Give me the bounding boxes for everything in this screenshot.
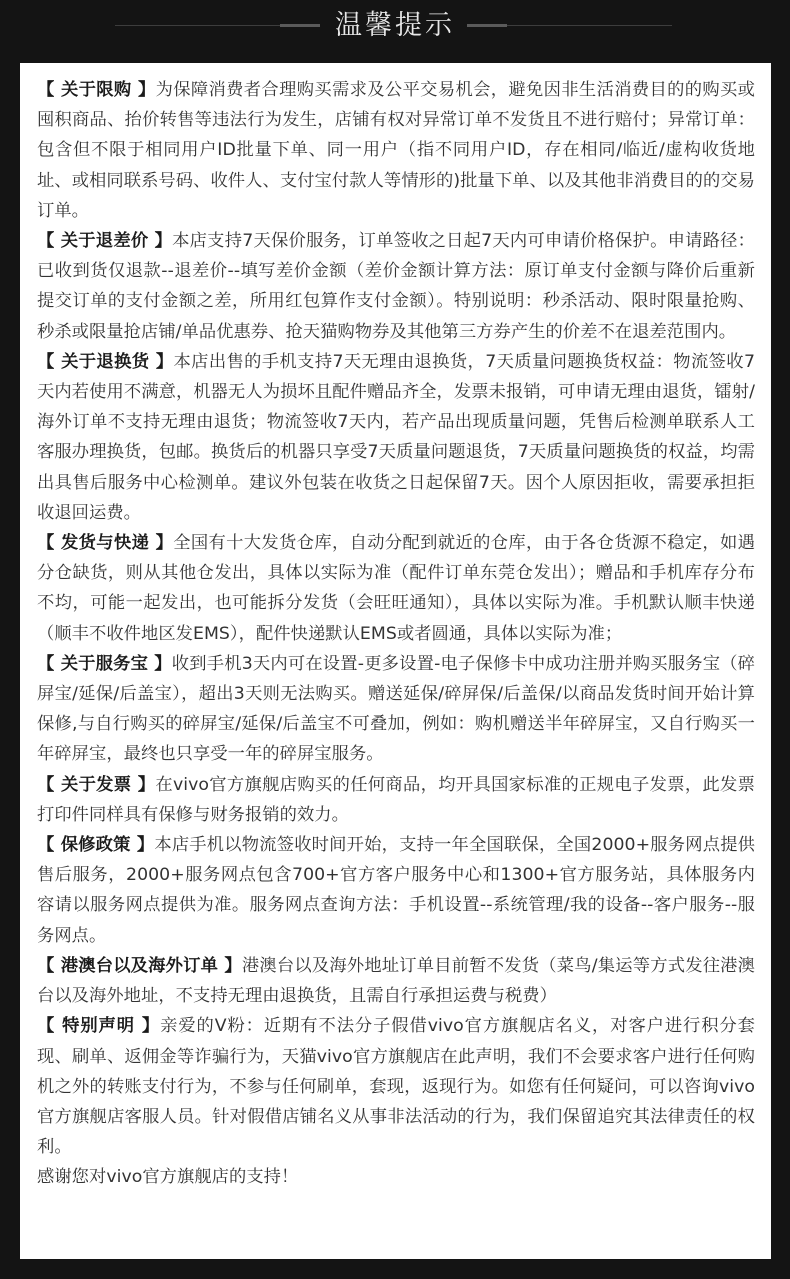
section-label: 【 关于发票 】 — [37, 774, 156, 795]
section-label: 【 关于退换货 】 — [37, 351, 174, 372]
header — [0, 0, 790, 58]
section-invoice — [37, 770, 755, 830]
notice-panel — [20, 63, 771, 1259]
closing-thanks: 感谢您对vivo官方旗舰店的支持！ — [37, 1167, 299, 1188]
section-label: 【 港澳台以及海外订单 】 — [37, 955, 242, 976]
section-label: 【 发货与快递 】 — [37, 533, 174, 554]
section-text: 港澳台以及海外地址订单目前暂不发货（菜鸟/集运等方式发往港澳台以及海外地址，不支持无理由退换货，且需自行承担运费与税费） — [37, 955, 756, 1007]
page-title: 温馨提示 — [335, 10, 455, 41]
section-shipping — [37, 528, 755, 649]
section-label: 【 特别声明 】 — [37, 1016, 161, 1037]
section-label: 【 关于退差价 】 — [37, 231, 173, 252]
section-label: 【 保修政策 】 — [37, 835, 155, 856]
section-warranty — [37, 830, 755, 951]
section-text: 在vivo官方旗舰店购买的任何商品，均开具国家标准的正规电子发票，此发票打印件同样具有保修与财务报销的效力。 — [37, 774, 755, 825]
section-text: 收到手机3天内可在设置-更多设置-电子保修卡中成功注册并购买服务宝（碎屏宝/延保/后盖宝），超出3天则无法购买。赠送延保/碎屏保/后盖保/以商品发货时间开始计算保修,与自行购买的碎屏宝/延保/后盖宝不可叠加，例如：购机赠送半年碎屏宝，又自行购买一年碎屏宝，最终也只享受一年的碎屏宝服务。 — [37, 653, 756, 765]
header-divider-right — [507, 25, 672, 26]
section-text: 全国有十大发货仓库，自动分配到就近的仓库，由于各仓货源不稳定，如遇分仓缺货，则从其他仓发出，具体以实际为准（配件订单东莞仓发出）；赠品和手机库存分布不均，可能一起发出，也可能拆分发货（会旺旺通知），具体以实际为准。手机默认顺丰快递（顺丰不收件地区发EMS），配件快递默认EMS或者圆通，具体以实际为准； — [37, 533, 756, 644]
section-special-statement — [37, 1011, 755, 1162]
section-purchase-limit — [37, 75, 755, 226]
section-label: 【 关于服务宝 】 — [37, 653, 172, 674]
section-price-difference — [37, 226, 755, 347]
section-service-plan — [37, 649, 755, 770]
section-text: 亲爱的V粉：近期有不法分子假借vivo官方旗舰店名义，对客户进行积分套现、刷单、返佣金等诈骗行为，天猫vivo官方旗舰店在此声明，我们不会要求客户进行任何购机之外的转账支付行为，不参与任何刷单，套现，返现行为。如您有任何疑问，可以咨询vivo官方旗舰店客服人员。针对假借店铺名义从事非法活动的行为，我们保留追究其法律责任的权利。 — [37, 1016, 755, 1158]
section-text: 本店支持7天保价服务，订单签收之日起7天内可申请价格保护。申请路径：已收到货仅退款--退差价--填写差价金额（差价金额计算方法：原订单支付金额与降价后重新提交订单的支付金额之差，所用红包算作支付金额）。特别说明：秒杀活动、限时限量抢购、秒杀或限量抢店铺/单品优惠券、抢天猫购物券及其他第三方券产生的价差不在退差范围内。 — [37, 231, 755, 342]
section-text: 本店出售的手机支持7天无理由退换货，7天质量问题换货权益：物流签收7天内若使用不满意，机器无人为损坏且配件赠品齐全，发票未报销，可申请无理由退货，镭射/海外订单不支持无理由退货；物流签收7天内，若产品出现质量问题，凭售后检测单联系人工客服办理换货，包邮。换货后的机器只享受7天质量问题退货，7天质量问题换货的权益，均需出具售后服务中心检测单。建议外包装在收货之日起保留7天。因个人原因拒收，需要承担拒收退回运费。 — [37, 351, 755, 523]
section-text: 本店手机以物流签收时间开始，支持一年全国联保，全国2000+服务网点提供售后服务，2000+服务网点包含700+官方客户服务中心和1300+官方服务站，具体服务内容请以服务网点提供为准。服务网点查询方法：手机设置--系统管理/我的设备--客户服务--服务网点。 — [37, 835, 756, 946]
section-text: 为保障消费者合理购买需求及公平交易机会，避免因非生活消费目的的购买或囤积商品、抬价转售等违法行为发生，店铺有权对异常订单不发货且不进行赔付；异常订单：包含但不限于相同用户ID批量下单、同一用户（指不同用户ID，存在相同/临近/虚构收货地址、或相同联系号码、收件人、支付宝付款人等情形的)批量下单、以及其他非消费目的的交易订单。 — [37, 80, 756, 221]
header-divider-right-accent — [467, 24, 507, 27]
section-returns-exchanges — [37, 347, 755, 528]
section-overseas-orders — [37, 951, 755, 1011]
section-label: 【 关于限购 】 — [37, 80, 156, 100]
